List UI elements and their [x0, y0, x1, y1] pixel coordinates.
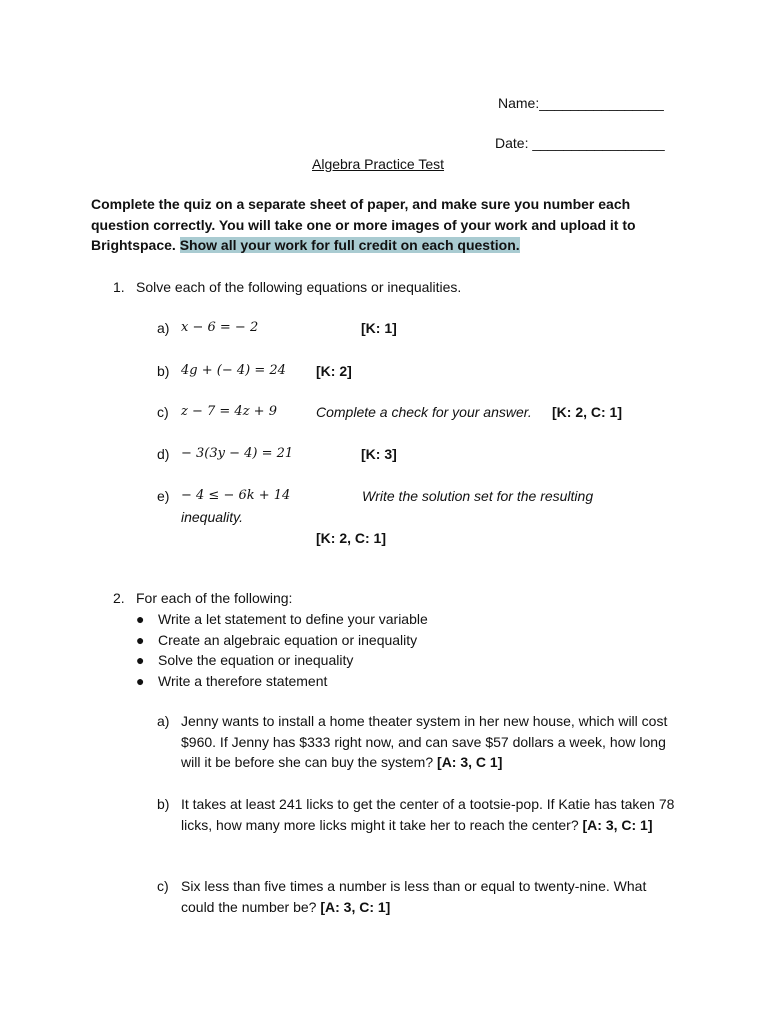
q1b-label: b)	[157, 363, 170, 379]
q2b-tag: [A: 3, C: 1]	[582, 816, 653, 833]
q1e-note: Write the solution set for the resulting	[362, 488, 594, 504]
q2a-text-block	[181, 711, 681, 773]
q2b-text-block	[181, 794, 676, 835]
q2-bullet-3-text: Solve the equation or inequality	[158, 652, 354, 668]
q1c-expression: z − 7 = 4z + 9	[181, 404, 277, 419]
q1d-tag: [K: 3]	[361, 446, 397, 462]
q1e-note-continued: inequality.	[181, 509, 244, 525]
instructions-highlight: Show all your work for full credit on each question.	[179, 237, 520, 253]
date-field: Date: _________________	[495, 135, 665, 151]
page-title: Algebra Practice Test	[312, 156, 445, 172]
q1c-tag: [K: 2, C: 1]	[552, 404, 622, 420]
q1a-label: a)	[157, 320, 170, 336]
q1e-expression: − 4 ≤ − 6k + 14	[181, 488, 291, 503]
q2-bullet-1: ●	[136, 611, 145, 627]
q1c-label: c)	[157, 404, 169, 420]
q2b-text: It takes at least 241 licks to get the center of a tootsie-pop. If Katie has taken 78 licks, how many more licks might it take her to reach the center?	[181, 796, 675, 833]
q1a-tag: [K: 1]	[361, 320, 397, 336]
instructions-text: Complete the quiz on a separate sheet of paper, and make sure you number each question correctly. You will take one or more images of your work and upload it to Brightspace.	[91, 196, 636, 253]
name-field: Name:________________	[498, 95, 664, 111]
q2a-label: a)	[157, 713, 170, 729]
q2-bullet-4: ●	[136, 673, 145, 689]
q2c-label: c)	[157, 878, 169, 894]
q1e-tag: [K: 2, C: 1]	[316, 530, 386, 546]
instructions	[91, 194, 691, 256]
q2-prompt: For each of the following:	[136, 590, 293, 606]
q1c-note: Complete a check for your answer.	[316, 404, 532, 420]
q2-bullet-2: ●	[136, 632, 145, 648]
q2c-text: Six less than five times a number is less than or equal to twenty-nine. What could the number be?	[181, 878, 647, 915]
q2a-tag: [A: 3, C 1]	[437, 754, 503, 771]
q1-number: 1.	[113, 279, 125, 295]
q2c-tag: [A: 3, C: 1]	[320, 898, 391, 915]
q2-bullet-1-text: Write a let statement to define your variable	[158, 611, 428, 627]
q1b-expression: 4g + (− 4) = 24	[181, 363, 286, 378]
q2-number: 2.	[113, 590, 125, 606]
q1d-label: d)	[157, 446, 170, 462]
q2-bullet-3: ●	[136, 652, 145, 668]
q1b-tag: [K: 2]	[316, 363, 352, 379]
q1e-label: e)	[157, 488, 170, 504]
q1d-expression: − 3(3y − 4) = 21	[181, 446, 294, 461]
q1-prompt: Solve each of the following equations or inequalities.	[136, 279, 462, 295]
q2-bullet-2-text: Create an algebraic equation or inequality	[158, 632, 418, 648]
q1a-expression: x − 6 = − 2	[181, 320, 259, 335]
q2a-text: Jenny wants to install a home theater system in her new house, which will cost $960. If Jenny has $333 right now, and can save $57 dollars a week, how long will it be before she can buy the system?	[181, 713, 668, 771]
q2b-label: b)	[157, 796, 170, 812]
q2c-text-block	[181, 876, 651, 917]
q2-bullet-4-text: Write a therefore statement	[158, 673, 328, 689]
